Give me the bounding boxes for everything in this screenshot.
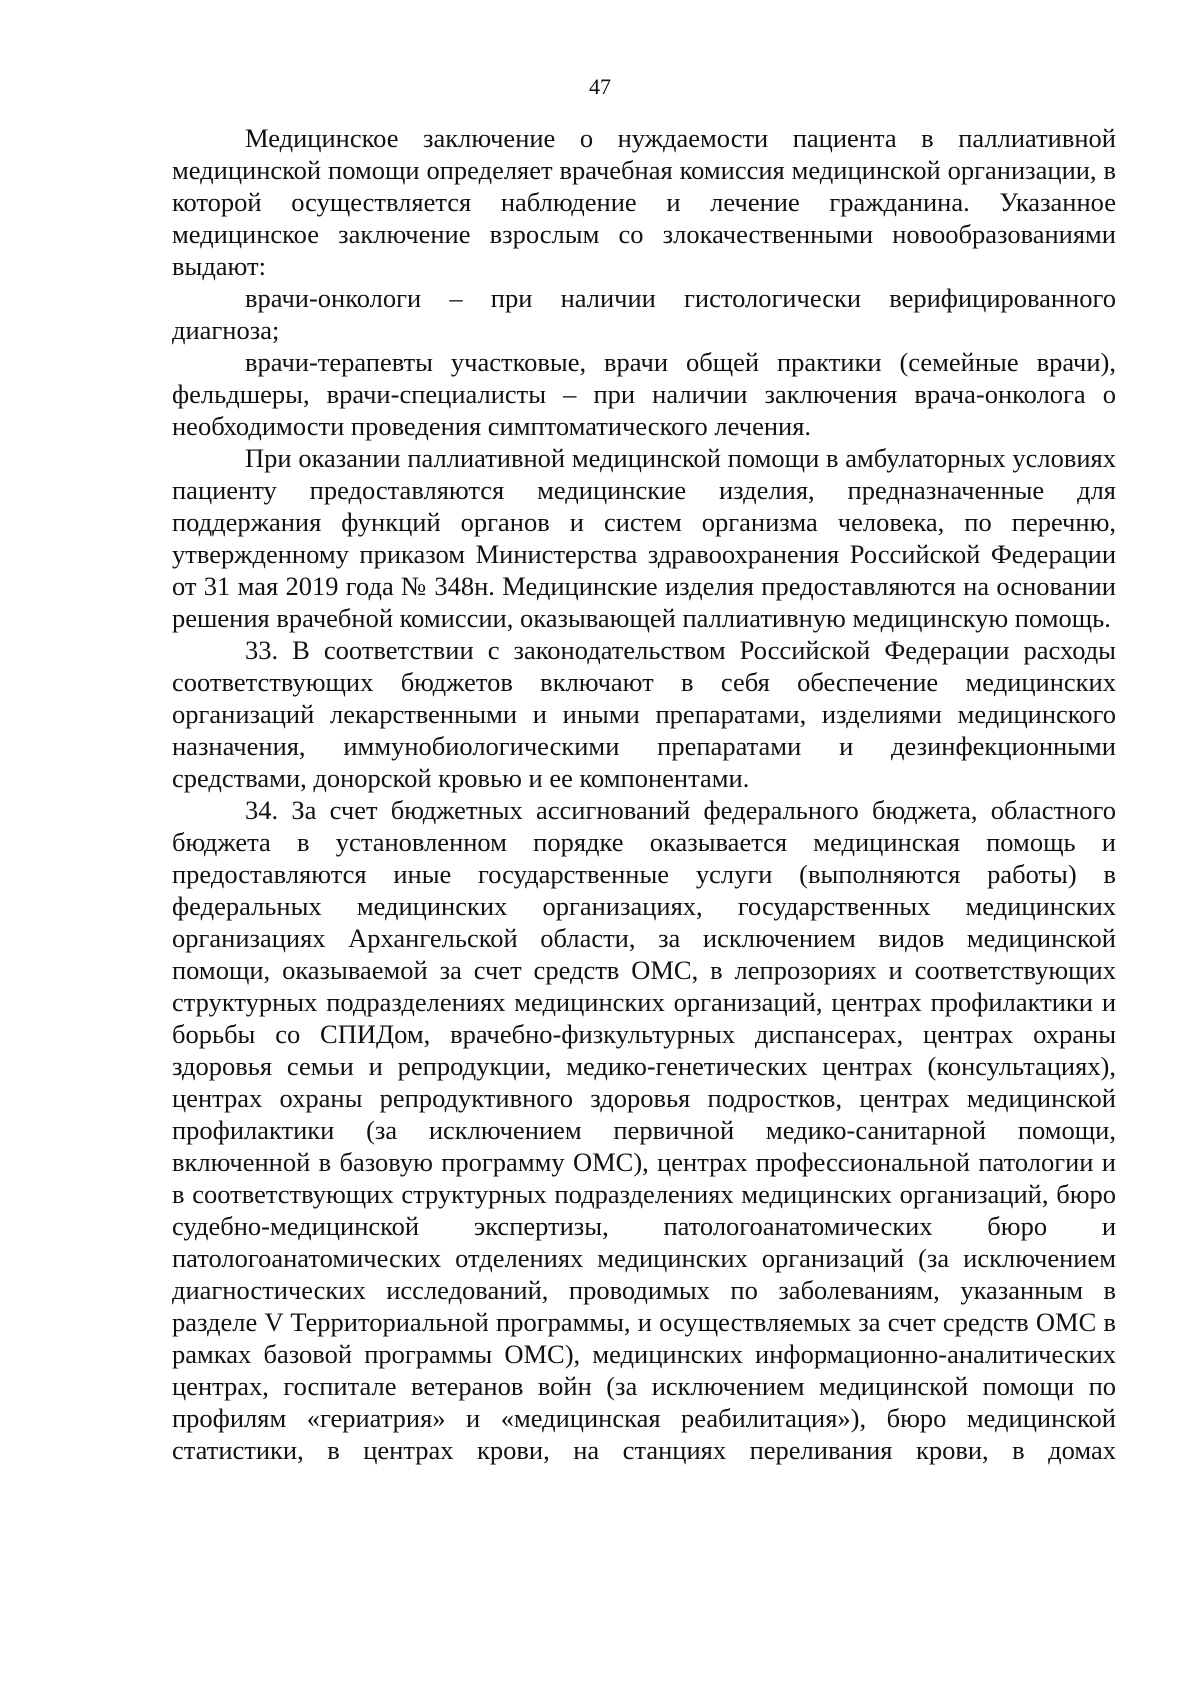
paragraph-item-34: 34. За счет бюджетных ассигнований федерального бюджета, областного бюджета в установленном порядке оказывается медицинская помощь и предоставляются иные государственные услуги (выполняются работы) в федеральных медицинских организациях, государственных медицинских организациях Архангельской области, за исключением видов медицинской помощи, оказываемой за счет средств ОМС, в лепрозориях и соответствующих структурных подразделениях медицинских организаций, центрах профилактики и борьбы со СПИДом, врачебно-физкультурных диспансерах, центрах охраны здоровья семьи и репродукции, медико-генетических центрах (консультациях), центрах охраны репродуктивного здоровья подростков, центрах медицинской профилактики (за исключением первичной медико-санитарной помощи, включенной в базовую программу ОМС), центрах профессиональной патологии и в соответствующих структурных подразделениях медицинских организаций, бюро судебно-медицинской экспертизы, патологоанатомических бюро и патологоанатомических отделениях медицинских организаций (за исключением диагностических исследований, проводимых по заболеваниям, указанным в разделе V Территориальной программы, и осуществляемых за счет средств ОМС в рамках базовой программы ОМС), медицинских информационно-аналитических центрах, госпитале ветеранов войн (за исключением медицинской помощи по профилям «гериатрия» и «медицинская реабилитация»), бюро медицинской статистики, в центрах крови, на станциях переливания крови, в домах bbox=[172, 795, 1116, 1465]
paragraph-therapists: врачи-терапевты участковые, врачи общей практики (семейные врачи), фельдшеры, врачи-специалисты – при наличии заключения врача-онколога о необходимости проведения симптоматического лечения. bbox=[172, 347, 1116, 441]
paragraph-palliative-conclusion: Медицинское заключение о нуждаемости пациента в паллиативной медицинской помощи определяет врачебная комиссия медицинской организации, в которой осуществляется наблюдение и лечение гражданина. Указанное медицинское заключение взрослым со злокачественными новообразованиями выдают: bbox=[172, 123, 1116, 281]
paragraph-oncologists: врачи-онкологи – при наличии гистологически верифицированного диагноза; bbox=[172, 283, 1116, 345]
paragraph-item-33: 33. В соответствии с законодательством Российской Федерации расходы соответствующих бюджетов включают в себя обеспечение медицинских организаций лекарственными и иными препаратами, изделиями медицинского назначения, иммунобиологическими препаратами и дезинфекционными средствами, донорской кровью и ее компонентами. bbox=[172, 635, 1116, 793]
page-number: 47 bbox=[589, 74, 611, 99]
paragraph-medical-devices: При оказании паллиативной медицинской помощи в амбулаторных условиях пациенту предоставляются медицинские изделия, предназначенные для поддержания функций органов и систем организма человека, по перечню, утвержденному приказом Министерства здравоохранения Российской Федерации от 31 мая 2019 года № 348н. Медицинские изделия предоставляются на основании решения врачебной комиссии, оказывающей паллиативную медицинскую помощь. bbox=[172, 443, 1116, 633]
document-body bbox=[172, 122, 1116, 1466]
